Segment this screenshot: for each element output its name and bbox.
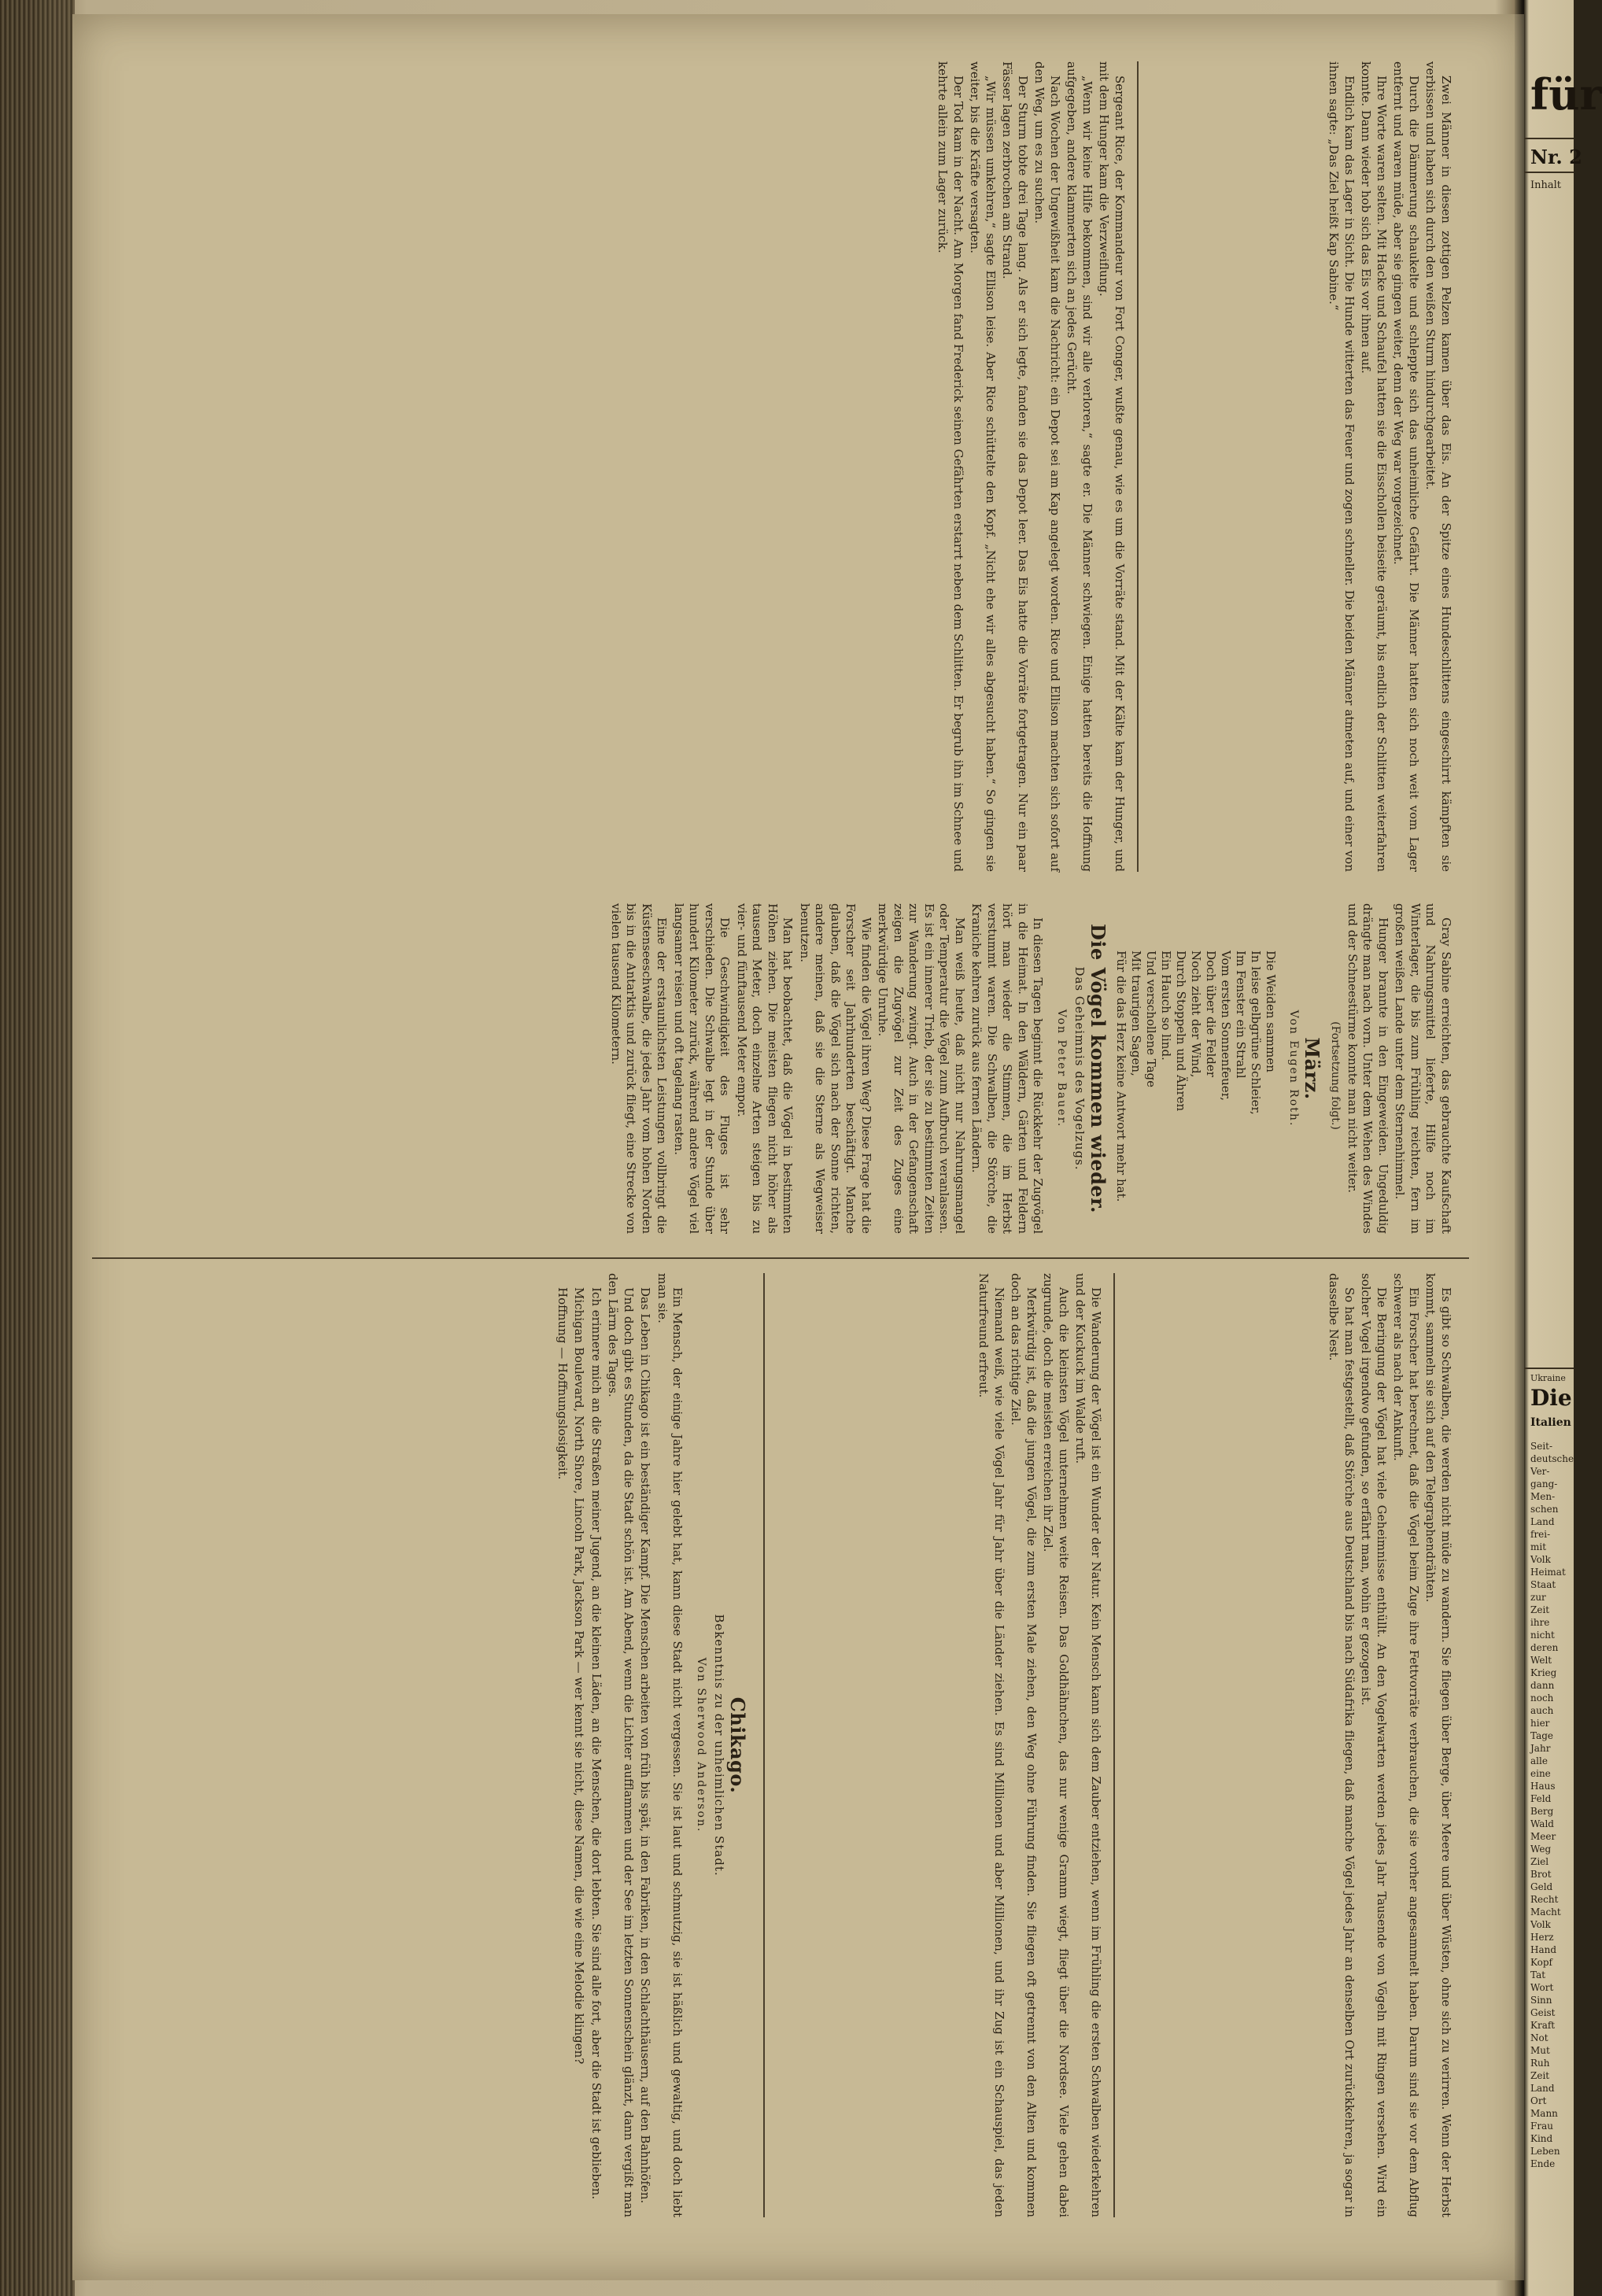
next-page-line: Staat (1530, 1579, 1556, 1590)
bottom-column-a (1123, 1273, 1453, 2217)
paragraph: Es gibt so Schwalben, die werden nicht müde zu wandern. Sie fliegen über Berge, über Meere und über Wüsten, ohne sich zu verirren. Wenn der Herbst kommt, sammeln sie sich auf den Telegraphendrähten. (1423, 1273, 1453, 2217)
next-page-line: hier (1530, 1718, 1550, 1729)
next-page-line: Sinn (1530, 1995, 1552, 2006)
paragraph: Hunger brannte in den Eingeweiden. Ungeduldig drängte man nach vorn. Unter dem Wehen des Windes und der Schneestürme konnte man nicht weiter. (1345, 903, 1390, 1234)
next-page-line: Welt (1530, 1655, 1552, 1666)
top-column-a-text (1326, 61, 1453, 872)
paragraph: „Wir müssen umkehren,“ sagte Ellison leise. Aber Rice schüttelte den Kopf. „Nicht ehe wir alles abgesucht haben.“ So gingen sie weiter, bis die Kräfte versagten. (968, 61, 998, 872)
next-page-line: Krieg (1530, 1667, 1557, 1678)
next-page-line: Berg (1530, 1806, 1554, 1817)
next-page-edge (1524, 0, 1602, 2296)
next-page-line: noch (1530, 1692, 1554, 1704)
paragraph: Merkwürdig ist, daß die jungen Vögel, die zum ersten Male ziehen, den Weg ohne Führung finden. Sie fliegen oft getrennt von den Alten und kommen doch an das richtige Ziel. (1009, 1273, 1039, 2217)
next-page-line: Zeit (1530, 1604, 1550, 1615)
next-page-line: Meer (1530, 1831, 1556, 1842)
paragraph: Niemand weiß, wie viele Vögel Jahr für Jahr über die Länder ziehen. Es sind Millionen und aber Millionen, und ihr Zug ist ein Schauspiel, das jeden Naturfreund erfreut. (976, 1273, 1006, 2217)
paragraph: Michigan Boulevard, North Shore, Lincoln Park, Jackson Park — wer kennt sie nicht, diese Namen, die wie eine Melodie klingen? (572, 1287, 587, 2065)
next-page-line: Kraft (1530, 2020, 1556, 2031)
next-page-line: Wald (1530, 1818, 1554, 1829)
top-column-b (702, 61, 1127, 872)
paragraph: Gray Sabine erreichten, das gebrauchte Kaufschaft und Nahrungsmittel lieferte, Hilfe noch im Winterlager, die bis zum Frühling reichten, fern im großen weißen Lande unter dem Sternenhimmel. (1393, 903, 1453, 1234)
next-page-line: mit (1530, 1541, 1547, 1552)
paragraph: Das Leben in Chikago ist ein beständiger Kampf. Die Menschen arbeiten von früh bis spät, in den Fabriken, in den Schlachthäusern, auf den Bahnhöfen. (638, 1287, 653, 2204)
next-page-rule-1 (1524, 138, 1574, 139)
article-title: Die Vögel kommen wieder. (1087, 924, 1109, 1213)
next-page-line: Herz (1530, 1932, 1554, 1943)
poem-title: März. (1301, 1037, 1323, 1100)
bottom-divider-1 (1113, 1273, 1115, 2217)
rotated-page-content (72, 14, 1524, 2280)
next-page-line: Wort (1530, 1982, 1554, 1993)
poem-line: In leise gelbgrüne Schleier, (1249, 951, 1263, 1115)
next-page-subheadline: Italien (1530, 1416, 1571, 1429)
poem-line: Ein Hauch so lind. (1159, 951, 1173, 1061)
next-page-line: Heimat (1530, 1567, 1566, 1578)
next-page-line: Not (1530, 2032, 1548, 2043)
next-page-line: Macht (1530, 1907, 1561, 1918)
next-page-line: Seit- (1530, 1441, 1553, 1452)
paragraph: Ein Forscher hat berechnet, daß die Vögel beim Zuge ihre Fettvorräte verbrauchen, die sie vorher angesammelt haben. Darum sind sie vor dem Abflug schwerer als nach der Ankunft. (1391, 1273, 1421, 2217)
next-page-line: Kopf (1530, 1957, 1552, 1968)
next-page-line: auch (1530, 1705, 1554, 1716)
chicago-subtitle: Bekenntnis zu der unheimlichen Stadt. (712, 1614, 727, 1877)
next-page-line: Weg (1530, 1844, 1552, 1855)
next-page-line: zur (1530, 1592, 1546, 1603)
poem-line: Durch Stoppeln und Ähren (1174, 951, 1188, 1112)
next-page-line: Zeit (1530, 2070, 1550, 2081)
next-page-line: Recht (1530, 1894, 1559, 1905)
next-page-headline: Die (1530, 1385, 1572, 1411)
bottom-column-b-text (976, 1273, 1103, 2217)
paragraph: In diesen Tagen beginnt die Rückkehr der Zugvögel in die Heimat. In den Wäldern, Gärten und Feldern hört man wieder die Stimmen, die im Herbst verstummt waren. Die Schwalben, die Störche, die Kraniche kehren zurück aus fernen Ländern. (969, 903, 1046, 1234)
article-text (608, 903, 1046, 1234)
bottom-column-a-text (1326, 1273, 1453, 2217)
next-page-line: Haus (1530, 1781, 1556, 1792)
chicago-text (555, 1273, 685, 2217)
next-page-line: Volk (1530, 1919, 1551, 1930)
next-page-rule-2 (1524, 172, 1574, 173)
paragraph: Man weiß heute, daß nicht nur Nahrungsmangel oder Temperatur die Vögel zum Aufbruch veranlassen. Es ist ein innerer Trieb, der sie zu bestimmten Zeiten zur Wanderung zwingt. Auch in der Gefangenschaft zeigen die Zugvögel zur Zeit des Zuges eine merkwürdige Unruhe. (876, 903, 967, 1234)
paragraph: Sergeant Rice, der Kommandeur von Fort Conger, wußte genau, wie es um die Vorräte stand. Mit der Kälte kam der Hunger, und mit dem Hunger kam die Verzweiflung. (1097, 61, 1127, 872)
top-divider (1137, 61, 1139, 872)
paragraph: Die Wanderung der Vögel ist ein Wunder der Natur. Kein Mensch kann sich dem Zauber entziehen, wenn im Frühling die ersten Schwalben wiederkehren und der Kuckuck im Walde ruft. (1073, 1273, 1103, 2217)
article-byline: Von Peter Bauer. (1055, 1009, 1068, 1128)
next-page-line: Geist (1530, 2007, 1556, 2018)
paragraph: Ein Mensch, der einige Jahre hier gelebt hat, kann diese Stadt nicht vergessen. Sie ist laut und schmutzig, sie ist häßlich und gewaltig, und doch liebt man sie. (655, 1273, 685, 2217)
next-page-line: Volk (1530, 1554, 1551, 1565)
poem-line: Doch über die Felder (1204, 951, 1218, 1077)
poem-line: Und verschollene Tage (1144, 951, 1158, 1088)
continuation-note: (Fortsetzung folgt.) (1329, 1021, 1342, 1130)
next-page-rule-3 (1524, 1368, 1574, 1369)
top-column-a (1146, 61, 1453, 872)
chicago-title: Chikago. (726, 1696, 749, 1794)
next-page-subline: Inhalt (1530, 179, 1562, 191)
next-page-line: schen (1530, 1504, 1559, 1515)
bottom-column-c (92, 1273, 753, 2217)
next-page-line: Ort (1530, 2095, 1547, 2106)
top-column-b-text (935, 61, 1127, 872)
next-page-line: Mut (1530, 2045, 1550, 2056)
next-page-issue: Nr. 2 (1530, 146, 1582, 168)
middle-top-text (1345, 903, 1454, 1234)
paragraph: Ihre Worte waren selten. Mit Hacke und Schaufel hatten sie die Eisschollen beiseite geräumt, bis endlich der Schlitten weiterfahren konnte. Dann wieder hob sich das Eis vor ihnen auf. (1359, 61, 1389, 872)
next-page-line: Tage (1530, 1730, 1554, 1741)
paragraph: Ich erinnere mich an die Straßen meiner Jugend, an die kleinen Läden, an die Menschen, die dort lebten. Sie sind alle fort, aber die Stadt ist geblieben. (589, 1287, 604, 2200)
next-page-line: Ver- (1530, 1466, 1550, 1477)
next-page-line: Brot (1530, 1869, 1552, 1880)
paragraph: Wie finden die Vögel ihren Weg? Diese Frage hat die Forscher seit Jahrhunderten beschäftigt. Manche glauben, daß die Vögel sich nach der Sonne richten, andere meinen, daß sie die Sterne als Wegweiser benutzen. (798, 903, 873, 1234)
next-page-line: Mann (1530, 2108, 1558, 2119)
next-page-line: deutsche (1530, 1453, 1574, 1464)
poem-line: Im Fenster ein Strahl (1234, 951, 1248, 1079)
paragraph: Der Sturm tobte drei Tage lang. Als er sich legte, fanden sie das Depot leer. Das Eis hatte die Vorräte fortgetragen. Nur ein paar Fässer lagen zerbrochen am Strand. (1000, 61, 1030, 872)
next-page-line: Land (1530, 2083, 1555, 2094)
next-page-line: Geld (1530, 1881, 1553, 1892)
newspaper-page (72, 14, 1524, 2280)
poem-author: Von Eugen Roth. (1287, 1010, 1301, 1128)
paragraph: Und doch gibt es Stunden, da die Stadt schön ist. Am Abend, wenn die Lichter aufflammen und der See im letzten Sonnenschein glänzt, dann vergißt man den Lärm des Tages. (606, 1273, 636, 2217)
next-page-line: Ruh (1530, 2058, 1550, 2069)
next-page-line: nicht (1530, 1630, 1555, 1641)
next-page-line: Men- (1530, 1491, 1556, 1502)
poem-line: Vom ersten Sonnenfeuer, (1219, 951, 1233, 1101)
paragraph: Man hat beobachtet, daß die Vögel in bestimmten Höhen ziehen. Die meisten fliegen nicht höher als tausend Meter, doch einzelne Arten steigen bis zu vier- und fünftausend Meter empor. (735, 903, 795, 1234)
next-page-line: Kind (1530, 2133, 1553, 2144)
paragraph: Endlich kam das Lager in Sicht. Die Hunde witterten das Feuer und zogen schneller. Die beiden Männer atmeten auf, und einer von ihnen sagte: „Das Ziel heißt Kap Sabine.“ (1327, 61, 1357, 872)
paragraph: Hoffnung — Hoffnungslosigkeit. (556, 1287, 570, 1480)
bottom-column-b (773, 1273, 1103, 2217)
next-page-line: deren (1530, 1642, 1559, 1653)
poem-line: Mit traurigen Sagen, (1129, 951, 1143, 1076)
paragraph: Die Beringung der Vögel hat viele Geheimnisse enthüllt. An den Vogelwarten werden jedes Jahr Tausende von Vögeln mit Ringen versehen. Wird ein solcher Vogel irgendwo gefunden, so erfährt man, wohin er gezogen ist. (1359, 1273, 1389, 2217)
next-page-line: gang- (1530, 1478, 1558, 1489)
poem-line: Für die das Herz keine Antwort mehr hat. (1114, 951, 1128, 1202)
next-page-line: Land (1530, 1516, 1555, 1527)
next-page-line: Feld (1530, 1793, 1552, 1804)
section-divider-2 (92, 1257, 1469, 1259)
paragraph: Eine der erstaunlichsten Leistungen vollbringt die Küstenseeschwalbe, die jedes Jahr vom hohen Norden bis in die Antarktis und zurück fliegt, eine Strecke von vielen tausend Kilometern. (609, 903, 670, 1234)
next-page-line: dann (1530, 1680, 1555, 1691)
next-page-small-text: Ukraine (1530, 1373, 1566, 1383)
next-page-masthead: für (1530, 69, 1602, 120)
poem-line: Noch zieht der Wind, (1189, 951, 1203, 1078)
next-page-line: alle (1530, 1755, 1548, 1766)
paragraph: Durch die Dämmerung schaukelte und schleppte sich das unheimliche Gefährt. Die Männer hatten sich noch weit vom Lager entfernt und waren müde, aber sie gingen weiter, denn der Weg war vorgezeichnet. (1391, 61, 1421, 872)
paragraph: Auch die kleinsten Vögel unternehmen weite Reisen. Das Goldhähnchen, das nur wenige Gramm wiegt, fliegt über die Nordsee. Viele gehen dabei zugrunde, doch die meisten erreichen ihr Ziel. (1041, 1273, 1071, 2217)
article-subtitle: Das Geheimnis des Vogelzugs. (1072, 966, 1087, 1171)
bottom-divider-2 (763, 1273, 765, 2217)
poem (1113, 951, 1278, 1234)
book-binding (0, 0, 75, 2296)
paragraph: Nach Wochen der Ungewißheit kam die Nachricht: ein Depot sei am Kap angelegt worden. Rice und Ellison machten sich sofort auf den Weg, um es zu suchen. (1032, 61, 1062, 872)
next-page-line: Hand (1530, 1944, 1557, 1955)
paragraph: „Wenn wir keine Hilfe bekommen, sind wir alle verloren,“ sagte er. Die Männer schwiegen. Einige hatten bereits die Hoffnung aufgegeben, andere klammerten sich an jedes Gerücht. (1065, 61, 1094, 872)
paragraph: So hat man festgestellt, daß Störche aus Deutschland bis nach Südafrika fliegen, daß manche Vögel jedes Jahr an denselben Ort zurückkehren, ja sogar in dasselbe Nest. (1327, 1273, 1357, 2217)
next-page-line: Leben (1530, 2146, 1560, 2157)
next-page-line: Frau (1530, 2121, 1553, 2132)
next-page-line: Ende (1530, 2158, 1556, 2169)
paragraph: Der Tod kam in der Nacht. Am Morgen fand Frederick seinen Gefährten erstarrt neben dem Schlitten. Er begrub ihn im Schnee und kehrte allein zum Lager zurück. (936, 61, 965, 872)
next-page-column (1530, 1440, 1574, 2227)
next-page-line: eine (1530, 1768, 1551, 1779)
middle-column (100, 903, 1453, 1234)
next-page-line: ihre (1530, 1617, 1550, 1628)
paragraph: Die Geschwindigkeit des Fluges ist sehr verschieden. Die Schwalbe legt in der Stunde über hundert Kilometer zurück, während andere Vögel viel langsamer reisen und oft tagelang rasten. (672, 903, 733, 1234)
next-page-line: frei- (1530, 1529, 1551, 1540)
chicago-byline: Von Sherwood Anderson. (695, 1657, 707, 1833)
next-page-line: Ziel (1530, 1856, 1549, 1867)
next-page-line: Jahr (1530, 1743, 1551, 1754)
poem-line: Die Weiden sammen (1264, 951, 1278, 1072)
paragraph: Zwei Männer in diesen zottigen Pelzen kamen über das Eis. An der Spitze eines Hundeschlittens eingeschirrt kämpften sie verbissen und haben sich durch den weißen Sturm hindurchgearbeitet. (1423, 61, 1453, 872)
next-page-line: Tat (1530, 1969, 1546, 1980)
